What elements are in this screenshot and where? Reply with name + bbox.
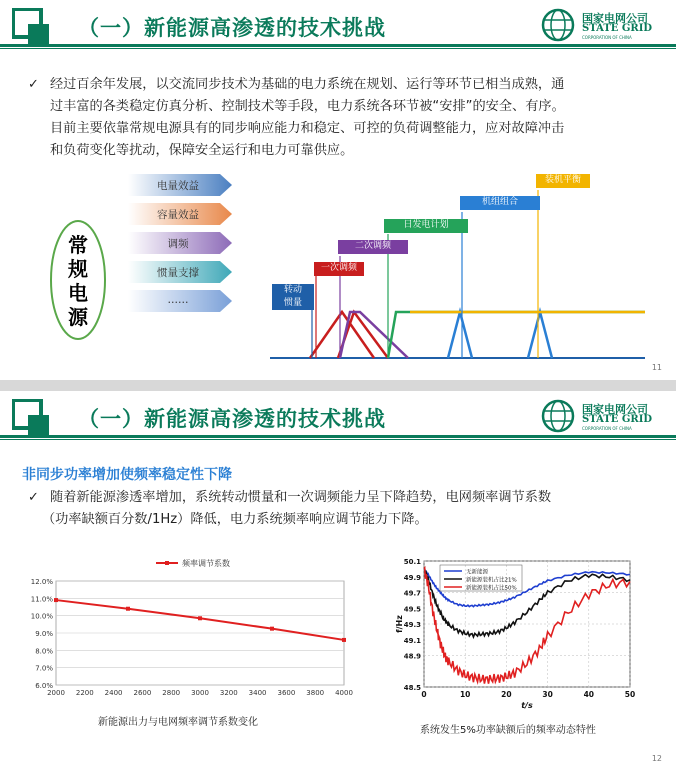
body-paragraph	[42, 487, 660, 531]
slide-header	[0, 391, 676, 443]
state-grid-logo	[538, 399, 668, 433]
data-point	[342, 638, 346, 642]
paragraph-line: 和负荷变化等扰动，保障安全运行和电力可靠供应。	[50, 143, 354, 158]
oval-char: 电	[68, 281, 88, 305]
x-tick-label: 40	[583, 690, 595, 699]
y-tick-label: 49.7	[403, 589, 421, 598]
x-tick-label: 0	[421, 690, 427, 699]
check-mark-icon: ✓	[28, 490, 39, 505]
oval-char: 源	[68, 305, 88, 329]
legend-label: 新能源装机占比50%	[466, 585, 517, 592]
timescale-label: 二次调频	[338, 240, 408, 254]
legend-label: 频率调节系数	[182, 559, 230, 568]
oval-label	[58, 233, 98, 329]
state-grid-logo	[538, 8, 668, 42]
slide-title: （一）新能源高渗透的技术挑战	[78, 16, 386, 40]
y-tick-label: 8.0%	[35, 647, 53, 656]
oval-char: 规	[68, 257, 88, 281]
slide-11	[0, 0, 676, 380]
paragraph-line: 过丰富的各类稳定仿真分析、控制技术等手段，电力系统各环节被“安排”的安全、有序。	[50, 99, 565, 114]
header-rule	[0, 435, 676, 438]
secondary-freq-curve	[340, 312, 408, 358]
y-tick-label: 6.0%	[35, 682, 53, 690]
header-rule-thin	[0, 439, 676, 440]
x-tick-label: 3600	[277, 689, 296, 697]
x-tick-label: 20	[501, 690, 512, 699]
timescale-label: 转动 惯量	[272, 284, 314, 310]
benefit-arrow-label: 电量效益	[157, 180, 199, 192]
globe-icon	[540, 8, 576, 42]
y-tick-label: 12.0%	[30, 578, 53, 586]
section-subheading: 非同步功率增加使频率稳定性下降	[22, 467, 232, 483]
globe-icon	[540, 399, 576, 433]
x-tick-label: 10	[459, 690, 471, 699]
paragraph-line: （功率缺额百分数/1Hz）降低，电力系统频率响应调节能力下降。	[42, 512, 428, 527]
y-tick-label: 9.0%	[35, 630, 53, 638]
logo-en: STATE GRID	[582, 23, 653, 34]
benefit-arrow-label: 调频	[167, 238, 189, 250]
y-tick-label: 49.3	[403, 621, 421, 629]
slide-12	[0, 391, 676, 771]
paragraph-line: 目前主要依靠常规电源具有的同步响应能力和稳定、可控的负荷调整能力，应对故障冲击	[50, 121, 565, 136]
regulation-coefficient-chart	[18, 553, 354, 703]
logo-cn: 国家电网公司	[582, 403, 648, 416]
paragraph-line: 随着新能源渗透率增加，系统转动惯量和一次调频能力呈下降趋势，电网频率调节系数	[50, 490, 552, 505]
x-tick-label: 3400	[248, 689, 267, 697]
square-frame-icon	[12, 399, 50, 437]
data-point	[126, 607, 130, 611]
frequency-dynamics-chart	[392, 555, 642, 715]
logo-sub: CORPORATION OF CHINA	[582, 426, 632, 431]
y-tick-label: 49.9	[403, 573, 421, 582]
logo-en: STATE GRID	[582, 414, 653, 425]
intro-paragraph-cont	[50, 118, 660, 162]
timescale-label: 装机平衡	[536, 174, 590, 188]
chart-caption-left: 新能源出力与电网频率调节系数变化	[98, 717, 258, 728]
legend-label: 无新能源	[466, 569, 489, 576]
chart-caption-right: 系统发生5%功率缺额后的频率动态特性	[420, 725, 596, 736]
data-point	[270, 627, 274, 631]
slide-title: （一）新能源高渗透的技术挑战	[78, 407, 386, 431]
x-tick-label: 2400	[104, 689, 123, 697]
oval-char: 常	[68, 233, 88, 257]
y-tick-label: 48.5	[403, 684, 421, 692]
page-number: 11	[651, 363, 662, 372]
y-tick-label: 11.0%	[30, 595, 53, 604]
x-tick-label: 30	[542, 690, 553, 699]
y-tick-label: 10.0%	[30, 612, 53, 621]
x-tick-label: 4000	[335, 689, 353, 697]
x-tick-label: 2000	[47, 689, 65, 697]
x-tick-label: 2600	[133, 689, 152, 697]
y-tick-label: 7.0%	[35, 664, 53, 673]
timescale-label: 日发电计划	[384, 219, 468, 233]
x-tick-label: 3200	[219, 689, 238, 697]
daily-plan-curve	[388, 312, 645, 358]
x-tick-label: 2200	[75, 689, 94, 697]
y-axis-label: f/Hz	[395, 615, 404, 633]
legend-label: 新能源装机占比21%	[466, 577, 517, 584]
unit-commit-curve	[448, 312, 472, 358]
timescale-label: 机组组合	[460, 196, 540, 210]
logo-cn: 国家电网公司	[582, 12, 648, 25]
header-rule	[0, 44, 676, 47]
header-rule-thin	[0, 48, 676, 49]
slide-header	[0, 0, 676, 52]
benefit-arrow-label: ……	[167, 294, 189, 306]
x-tick-label: 50	[624, 690, 636, 699]
page-number: 12	[651, 754, 662, 763]
x-axis-label: t/s	[521, 701, 533, 710]
x-tick-label: 2800	[162, 689, 181, 697]
y-tick-label: 50.1	[403, 558, 421, 566]
x-tick-label: 3800	[306, 689, 325, 697]
timescale-label: 一次调频	[314, 262, 364, 276]
intro-paragraph	[50, 74, 660, 118]
data-point	[198, 616, 202, 620]
y-tick-label: 49.1	[403, 636, 421, 645]
y-tick-label: 49.5	[403, 605, 421, 614]
benefit-arrow-label: 惯量支撑	[157, 267, 199, 279]
square-frame-icon	[12, 8, 50, 46]
logo-sub: CORPORATION OF CHINA	[582, 35, 632, 40]
capacity-curve	[528, 312, 552, 358]
x-tick-label: 3000	[191, 689, 209, 697]
data-point	[54, 598, 58, 602]
legend-marker	[165, 561, 169, 565]
benefit-arrow-label: 容量效益	[157, 209, 199, 221]
paragraph-line: 经过百余年发展，以交流同步技术为基础的电力系统在规划、运行等环节已相当成熟，通	[50, 77, 565, 92]
check-mark-icon: ✓	[28, 77, 39, 92]
y-tick-label: 48.9	[403, 652, 421, 661]
